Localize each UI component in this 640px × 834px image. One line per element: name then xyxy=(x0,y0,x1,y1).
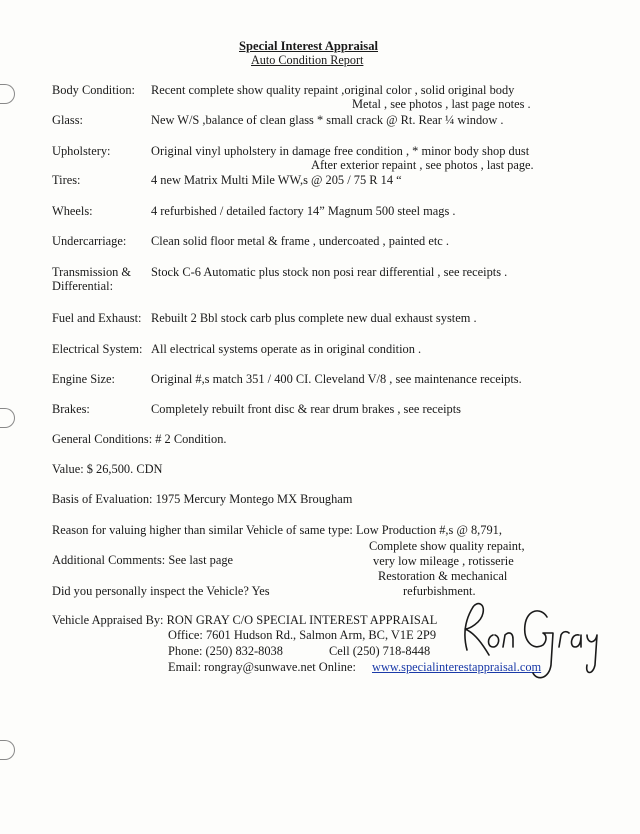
appraiser-phone: Phone: (250) 832-8038 xyxy=(168,644,283,658)
additional-comments: Additional Comments: See last page xyxy=(52,553,234,567)
label-transmission: Transmission & xyxy=(52,265,132,279)
appraiser-office: Office: 7601 Hudson Rd., Salmon Arm, BC, V1E 2P9 xyxy=(168,628,437,642)
value-body-condition-line1: Recent complete show quality repaint ,original color , solid original body xyxy=(151,83,515,97)
value-brakes: Completely rebuilt front disc & rear drum brakes , see receipts xyxy=(151,402,462,416)
value-engine-size: Original #,s match 351 / 400 CI. Cleveland V/8 , see maintenance receipts. xyxy=(151,372,522,386)
reason-line4: Restoration & mechanical xyxy=(378,569,508,583)
document-title: Special Interest Appraisal xyxy=(239,39,379,53)
general-conditions: General Conditions: # 2 Condition. xyxy=(52,432,227,446)
document-subtitle: Auto Condition Report xyxy=(251,53,364,67)
value-body-condition-line2: Metal , see photos , last page notes . xyxy=(352,97,531,111)
value-tires: 4 new Matrix Multi Mile WW,s @ 205 / 75 R 14 “ xyxy=(151,173,402,187)
punch-hole-top xyxy=(0,84,15,104)
value-electrical: All electrical systems operate as in original condition . xyxy=(151,342,422,356)
reason-line3: very low mileage , rotisserie xyxy=(373,554,514,568)
label-upholstery: Upholstery: xyxy=(52,144,111,158)
label-wheels: Wheels: xyxy=(52,204,93,218)
value-upholstery-line1: Original vinyl upholstery in damage free condition , * minor body shop dust xyxy=(151,144,530,158)
label-body-condition: Body Condition: xyxy=(52,83,135,97)
basis-of-evaluation: Basis of Evaluation: 1975 Mercury Montego MX Brougham xyxy=(52,492,353,506)
website-link[interactable]: www.specialinterestappraisal.com xyxy=(372,660,542,674)
punch-hole-middle xyxy=(0,408,15,428)
value-upholstery-line2: After exterior repaint , see photos , last page. xyxy=(311,158,534,172)
appraiser-email: Email: rongray@sunwave.net Online: xyxy=(168,660,356,674)
value-glass: New W/S ,balance of clean glass * small crack @ Rt. Rear ¼ window . xyxy=(151,113,504,127)
label-engine-size: Engine Size: xyxy=(52,372,115,386)
label-electrical: Electrical System: xyxy=(52,342,143,356)
inspected-question: Did you personally inspect the Vehicle? Yes xyxy=(52,584,270,598)
value-fuel-exhaust: Rebuilt 2 Bbl stock carb plus complete new dual exhaust system . xyxy=(151,311,477,325)
label-differential: Differential: xyxy=(52,279,114,293)
label-tires: Tires: xyxy=(52,173,81,187)
label-undercarriage: Undercarriage: xyxy=(52,234,127,248)
value-line: Value: $ 26,500. CDN xyxy=(52,462,163,476)
reason-line1: Reason for valuing higher than similar Vehicle of same type: Low Production #,s @ 8,791, xyxy=(52,523,502,537)
appraiser-line: Vehicle Appraised By: RON GRAY C/O SPECIAL INTEREST APPRAISAL xyxy=(52,613,438,627)
label-brakes: Brakes: xyxy=(52,402,90,416)
reason-line5: refurbishment. xyxy=(403,584,476,598)
label-fuel-exhaust: Fuel and Exhaust: xyxy=(52,311,142,325)
reason-line2: Complete show quality repaint, xyxy=(369,539,525,553)
value-wheels: 4 refurbished / detailed factory 14” Magnum 500 steel mags . xyxy=(151,204,456,218)
signature-image xyxy=(455,595,615,685)
appraiser-cell: Cell (250) 718-8448 xyxy=(329,644,431,658)
value-undercarriage: Clean solid floor metal & frame , undercoated , painted etc . xyxy=(151,234,449,248)
value-transmission: Stock C-6 Automatic plus stock non posi rear differential , see receipts . xyxy=(151,265,508,279)
punch-hole-bottom xyxy=(0,740,15,760)
label-glass: Glass: xyxy=(52,113,83,127)
